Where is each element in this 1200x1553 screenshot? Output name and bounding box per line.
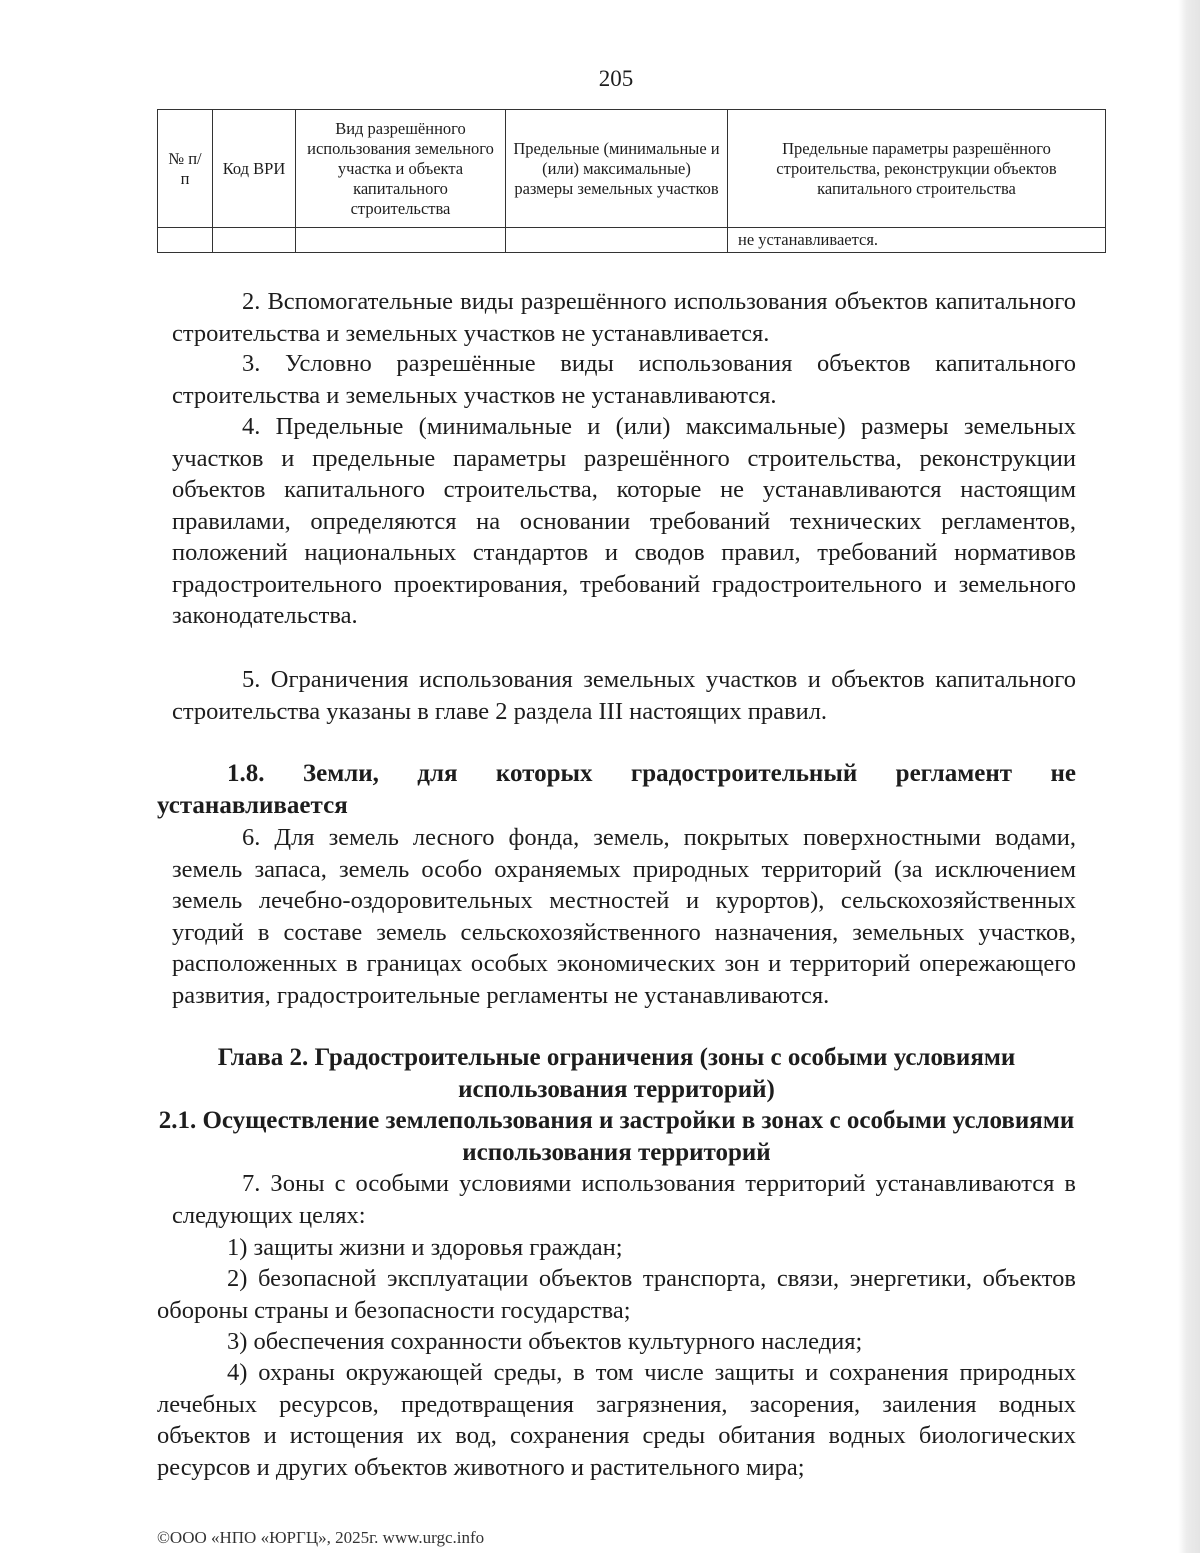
list-item-2: 2) безопасной эксплуатации объектов транспорта, связи, энергетики, объектов обороны страны и безопасности государства;: [157, 1265, 1076, 1324]
paragraph-5: 5. Ограничения использования земельных участков и объектов капитального строительства указаны в главе 2 раздела III настоящих правил.: [172, 666, 1076, 725]
vri-table: [157, 109, 1106, 253]
table-header-row: [158, 110, 1106, 228]
chapter-heading-2: Глава 2. Градостроительные ограничения (зоны с особыми условиями использования территорий): [217, 1044, 1016, 1103]
paragraph-4: 4. Предельные (минимальные и (или) максимальные) размеры земельных участков и предельные параметры разрешённого строительства, реконструкции объектов капитального строительства, которые не устанавливаются настоящим правилами, определяются на основании требований технических регламентов, положений национальных стандартов и сводов правил, требований нормативов градостроительного проектирования, требований градостроительного и земельного законодательства.: [172, 413, 1076, 629]
page-number: 205: [598, 66, 634, 91]
header-use-type: Вид разрешённого использования земельного участка и объекта капитального строительства: [296, 110, 506, 228]
table-cell: [213, 228, 296, 253]
header-number: № п/п: [158, 110, 213, 228]
paragraph-2: 2. Вспомогательные виды разрешённого использования объектов капитального строительства и земельных участков не устанавливается.: [172, 288, 1076, 347]
header-building-params: Предельные параметры разрешённого строительства, реконструкции объектов капитального строительства: [728, 110, 1106, 228]
page-edge-shadow: [1178, 0, 1200, 1553]
section-heading-2-1: 2.1. Осуществление землепользования и застройки в зонах с особыми условиями использования территорий: [158, 1107, 1075, 1166]
table-cell: [158, 228, 213, 253]
header-vri-code: Код ВРИ: [213, 110, 296, 228]
header-plot-sizes: Предельные (минимальные и (или) максимальные) размеры земельных участков: [506, 110, 728, 228]
paragraph-3: 3. Условно разрешённые виды использования объектов капитального строительства и земельных участков не устанавливаются.: [172, 350, 1076, 409]
copyright-footer: ©ООО «НПО «ЮРГЦ», 2025г. www.urgc.info: [157, 1528, 485, 1547]
table-cell: не устанавливается.: [728, 228, 1106, 253]
list-item-1: 1) защиты жизни и здоровья граждан;: [227, 1234, 623, 1261]
list-item-3: 3) обеспечения сохранности объектов культурного наследия;: [227, 1328, 863, 1355]
list-item-4: 4) охраны окружающей среды, в том числе защиты и сохранения природных лечебных ресурсов, предотвращения загрязнения, засорения, заиления водных объектов и истощения их вод, сохранения среды обитания водных биологических ресурсов и других объектов животного и растительного мира;: [157, 1359, 1076, 1481]
table-cell: [506, 228, 728, 253]
table-cell: [296, 228, 506, 253]
paragraph-7: 7. Зоны с особыми условиями использования территорий устанавливаются в следующих целях:: [172, 1170, 1076, 1229]
section-heading-1-8: 1.8. Земли, для которых градостроительный регламент не устанавливается: [157, 760, 1076, 819]
table-row: [158, 228, 1106, 253]
paragraph-6: 6. Для земель лесного фонда, земель, покрытых поверхностными водами, земель запаса, земель особо охраняемых природных территорий (за исключением земель лечебно-оздоровительных местностей и курортов), сельскохозяйственных угодий в составе земель сельскохозяйственного назначения, земельных участков, расположенных в границах особых экономических зон и территорий опережающего развития, градостроительные регламенты не устанавливаются.: [172, 824, 1076, 1009]
